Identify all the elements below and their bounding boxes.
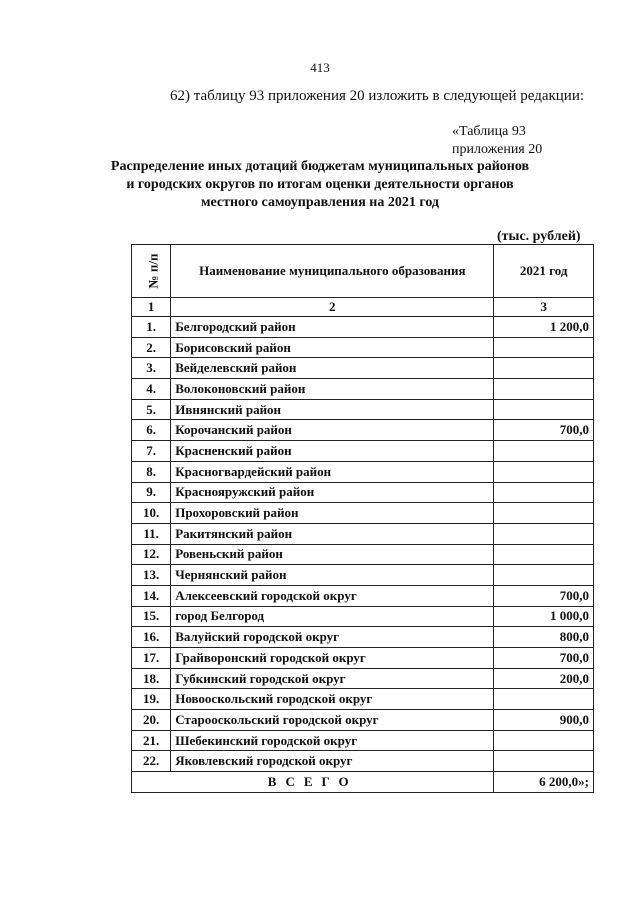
table-row bbox=[132, 420, 594, 441]
document-title-line2: и городских округов по итогам оценки деятельности органов bbox=[126, 177, 514, 192]
row-name: Чернянский район bbox=[171, 565, 494, 586]
row-name: Алексеевский городской округ bbox=[171, 585, 494, 606]
table-row bbox=[132, 461, 594, 482]
table-row bbox=[132, 606, 594, 627]
row-value bbox=[494, 461, 594, 482]
table-row bbox=[132, 337, 594, 358]
document-title-line1: Распределение иных дотаций бюджетам муниципальных районов bbox=[110, 159, 530, 174]
row-name: Белгородский район bbox=[171, 317, 494, 338]
header-num: № п/п bbox=[132, 245, 171, 298]
row-value bbox=[494, 730, 594, 751]
row-name: Красногвардейский район bbox=[171, 461, 494, 482]
total-label: ВСЕГО bbox=[132, 772, 494, 793]
row-number: 17. bbox=[132, 648, 171, 669]
row-number: 20. bbox=[132, 710, 171, 731]
row-value: 900,0 bbox=[494, 710, 594, 731]
row-value bbox=[494, 379, 594, 400]
row-number: 4. bbox=[132, 379, 171, 400]
row-name: Красненский район bbox=[171, 441, 494, 462]
table-row bbox=[132, 730, 594, 751]
row-name: Борисовский район bbox=[171, 337, 494, 358]
table-row bbox=[132, 482, 594, 503]
row-number: 13. bbox=[132, 565, 171, 586]
page-number: 413 bbox=[310, 60, 330, 75]
row-value: 700,0 bbox=[494, 420, 594, 441]
table-row bbox=[132, 668, 594, 689]
document-title bbox=[0, 158, 640, 212]
row-number: 5. bbox=[132, 399, 171, 420]
row-value: 200,0 bbox=[494, 668, 594, 689]
row-name: Краснояружский район bbox=[171, 482, 494, 503]
table-row bbox=[132, 523, 594, 544]
table-row bbox=[132, 751, 594, 772]
row-name: Корочанский район bbox=[171, 420, 494, 441]
row-number: 14. bbox=[132, 585, 171, 606]
table-row bbox=[132, 565, 594, 586]
table-row bbox=[132, 627, 594, 648]
row-name: Новооскольский городской округ bbox=[171, 689, 494, 710]
row-value bbox=[494, 751, 594, 772]
table-row bbox=[132, 689, 594, 710]
table-row bbox=[132, 441, 594, 462]
row-number: 8. bbox=[132, 461, 171, 482]
table-header-row bbox=[132, 245, 594, 298]
row-name: город Белгород bbox=[171, 606, 494, 627]
row-number: 21. bbox=[132, 730, 171, 751]
table-row bbox=[132, 379, 594, 400]
row-name: Губкинский городской округ bbox=[171, 668, 494, 689]
row-number: 11. bbox=[132, 523, 171, 544]
row-value bbox=[494, 544, 594, 565]
row-value bbox=[494, 689, 594, 710]
row-name: Валуйский городской округ bbox=[171, 627, 494, 648]
row-name: Ивнянский район bbox=[171, 399, 494, 420]
row-name: Прохоровский район bbox=[171, 503, 494, 524]
table-reference-line2: приложения 20 bbox=[452, 142, 543, 157]
row-name: Ровеньский район bbox=[171, 544, 494, 565]
table-row bbox=[132, 585, 594, 606]
table-total-row bbox=[132, 772, 594, 793]
row-name: Старооскольский городской округ bbox=[171, 710, 494, 731]
row-number: 3. bbox=[132, 358, 171, 379]
table-row bbox=[132, 317, 594, 338]
row-value bbox=[494, 482, 594, 503]
table-row bbox=[132, 544, 594, 565]
row-number: 15. bbox=[132, 606, 171, 627]
row-value bbox=[494, 523, 594, 544]
row-name: Шебекинский городской округ bbox=[171, 730, 494, 751]
row-number: 10. bbox=[132, 503, 171, 524]
table-row bbox=[132, 399, 594, 420]
row-number: 1. bbox=[132, 317, 171, 338]
table-index-row bbox=[132, 298, 594, 317]
row-number: 16. bbox=[132, 627, 171, 648]
distribution-table bbox=[131, 244, 594, 793]
row-name: Ракитянский район bbox=[171, 523, 494, 544]
header-value: 2021 год bbox=[494, 245, 594, 298]
row-number: 19. bbox=[132, 689, 171, 710]
row-value: 1 200,0 bbox=[494, 317, 594, 338]
row-name: Грайворонский городской округ bbox=[171, 648, 494, 669]
index-cell-2: 2 bbox=[171, 298, 494, 317]
row-number: 22. bbox=[132, 751, 171, 772]
row-value: 700,0 bbox=[494, 648, 594, 669]
row-number: 7. bbox=[132, 441, 171, 462]
row-value bbox=[494, 399, 594, 420]
table-row bbox=[132, 710, 594, 731]
row-name: Волоконовский район bbox=[171, 379, 494, 400]
row-name: Яковлевский городской округ bbox=[171, 751, 494, 772]
total-value: 6 200,0»; bbox=[494, 772, 594, 793]
row-number: 12. bbox=[132, 544, 171, 565]
intro-text: 62) таблицу 93 приложения 20 изложить в следующей редакции: bbox=[170, 88, 585, 104]
row-value bbox=[494, 565, 594, 586]
index-cell-3: 3 bbox=[494, 298, 594, 317]
document-title-line3: местного самоуправления на 2021 год bbox=[200, 195, 440, 210]
table-row bbox=[132, 503, 594, 524]
row-value: 700,0 bbox=[494, 585, 594, 606]
header-name: Наименование муниципального образования bbox=[171, 245, 494, 298]
table-row bbox=[132, 358, 594, 379]
table-row bbox=[132, 648, 594, 669]
row-value bbox=[494, 441, 594, 462]
unit-label: (тыс. рублей) bbox=[497, 229, 581, 244]
row-value: 1 000,0 bbox=[494, 606, 594, 627]
distribution-table-wrapper bbox=[131, 244, 594, 793]
table-reference-line1: «Таблица 93 bbox=[452, 124, 526, 139]
table-reference bbox=[452, 123, 542, 159]
row-value bbox=[494, 358, 594, 379]
row-value bbox=[494, 337, 594, 358]
index-cell-1: 1 bbox=[132, 298, 171, 317]
row-number: 18. bbox=[132, 668, 171, 689]
row-number: 9. bbox=[132, 482, 171, 503]
row-name: Вейделевский район bbox=[171, 358, 494, 379]
row-number: 2. bbox=[132, 337, 171, 358]
row-value: 800,0 bbox=[494, 627, 594, 648]
row-value bbox=[494, 503, 594, 524]
row-number: 6. bbox=[132, 420, 171, 441]
